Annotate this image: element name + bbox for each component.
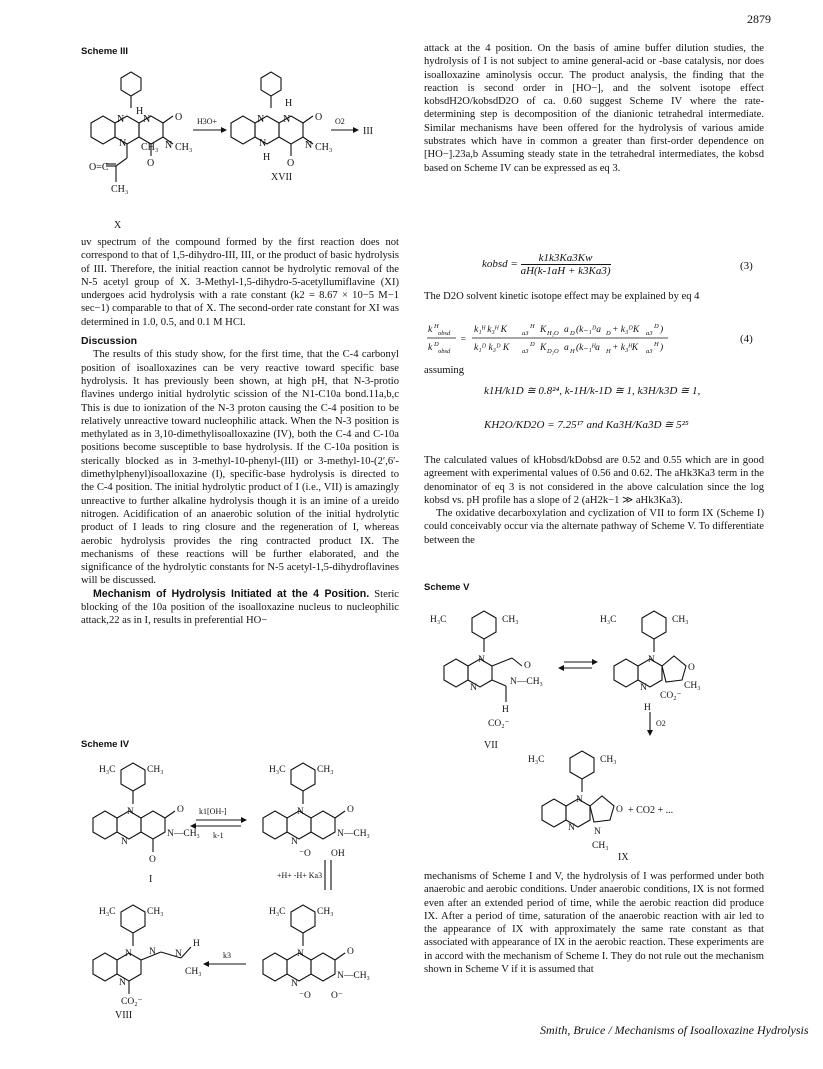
svg-text:D: D bbox=[606, 330, 611, 337]
svg-text:N: N bbox=[291, 837, 298, 847]
svg-text:H₃C: H₃C bbox=[99, 907, 116, 917]
svg-text:CH₃: CH₃ bbox=[592, 841, 609, 851]
svg-text:N: N bbox=[127, 807, 134, 817]
svg-text:k₁ᴰ k₃ᴰ K: k₁ᴰ k₃ᴰ K bbox=[474, 343, 510, 353]
left-column bbox=[81, 236, 399, 628]
svg-text:H₂O: H₂O bbox=[547, 330, 559, 337]
svg-text:K: K bbox=[540, 325, 547, 335]
svg-text:H₃C: H₃C bbox=[528, 755, 545, 765]
svg-text:CH₃: CH₃ bbox=[317, 765, 334, 775]
scheme-iv-equilibrium: +H+ -H+ Ka3 bbox=[277, 871, 323, 880]
svg-text:O: O bbox=[616, 805, 623, 815]
svg-text:O: O bbox=[315, 112, 323, 123]
svg-text:N: N bbox=[143, 114, 151, 125]
svg-text:H: H bbox=[654, 341, 659, 348]
svg-text:a: a bbox=[564, 325, 569, 335]
svg-text:CO₂⁻: CO₂⁻ bbox=[488, 719, 510, 729]
compound-viii-label: VIII bbox=[115, 1010, 133, 1021]
scheme-iii-label: Scheme III bbox=[81, 46, 128, 57]
svg-text:N: N bbox=[259, 138, 267, 149]
right-paragraph-4: The oxidative decarboxylation and cyclization of VII to form IX (Scheme I) could conceivably occur via the alternate pathway of Scheme V. To differentiate between the bbox=[424, 508, 764, 546]
svg-text:D: D bbox=[434, 341, 439, 348]
svg-text:): ) bbox=[660, 343, 664, 353]
eq4-number: (4) bbox=[740, 333, 753, 345]
svg-text:=: = bbox=[460, 335, 467, 345]
svg-text:H₃C: H₃C bbox=[600, 615, 617, 625]
svg-text:H₃C: H₃C bbox=[269, 765, 286, 775]
svg-text:CH₃: CH₃ bbox=[315, 142, 333, 153]
right-paragraph-5: mechanisms of Scheme I and V, the hydrolysis of I was performed under both anaerobic and aerobic conditions. Under anaerobic conditions, IX is not formed even after an extended period of time, while the aerobic reaction did produce IX. After a period of time, saturation of the anaerobic reaction with air led to the appearance of IX with approximately the same rate constant as that associated with appearance of IX in the aerobic reaction. These experiments are in accord with the mechanism of Scheme I. They do not rule out the mechanism shown in Scheme V if it is assumed that bbox=[424, 871, 764, 976]
eq3-lhs: kobsd = bbox=[482, 258, 518, 271]
svg-text:H₃C: H₃C bbox=[99, 765, 116, 775]
compound-i-label: I bbox=[149, 874, 153, 885]
svg-text:a: a bbox=[564, 343, 569, 353]
equation-4 bbox=[424, 318, 764, 360]
svg-text:O=C: O=C bbox=[89, 162, 109, 173]
svg-text:): ) bbox=[660, 325, 664, 335]
scheme-iv-k-back: k-1 bbox=[213, 831, 224, 840]
svg-text:N: N bbox=[297, 949, 304, 959]
svg-text:CH₃: CH₃ bbox=[672, 615, 689, 625]
svg-text:CH₃: CH₃ bbox=[141, 142, 159, 153]
svg-text:H: H bbox=[193, 939, 200, 949]
svg-text:(k₋₁ᴰa: (k₋₁ᴰa bbox=[576, 325, 602, 335]
svg-text:OH: OH bbox=[331, 849, 345, 859]
scheme-v-diagram bbox=[424, 594, 764, 856]
svg-text:O: O bbox=[347, 805, 354, 815]
svg-text:CH₃: CH₃ bbox=[175, 142, 193, 153]
svg-text:H: H bbox=[434, 323, 439, 330]
svg-text:N—CH₃: N—CH₃ bbox=[337, 971, 370, 981]
eq3-number: (3) bbox=[740, 260, 753, 272]
scheme-iii-arrow2-label: O2 bbox=[335, 117, 345, 126]
svg-text:O: O bbox=[287, 158, 295, 169]
svg-text:N: N bbox=[257, 114, 265, 125]
svg-text:O: O bbox=[147, 158, 155, 169]
svg-text:H: H bbox=[644, 703, 651, 713]
svg-text:D: D bbox=[570, 330, 575, 337]
svg-text:N: N bbox=[119, 138, 127, 149]
svg-text:D: D bbox=[530, 341, 535, 348]
left-paragraph-1: uv spectrum of the compound formed by the first reaction does not correspond to that of 1,5-dihydro-III, III, or the product of basic hydrolysis of III. Therefore, the initial reaction cannot be hydrolytic removal of the N-5 acetyl group of X. 3-Methyl-1,5-dihydro-5-acetyllumiflavine (XI) undergoes acid hydrolysis with a rate constant (k2 = 8.67 × 10−5 M−1 sec−1) comparable to that of X. The second-order rate constant for XI was determined in 1.0, 0.5, and 0.1 M HCl. bbox=[81, 237, 399, 328]
svg-text:+ k₃ᴰK: + k₃ᴰK bbox=[612, 325, 640, 335]
scheme-iv-diagram bbox=[81, 752, 399, 1022]
svg-text:O: O bbox=[177, 805, 184, 815]
svg-text:H: H bbox=[502, 705, 509, 715]
svg-text:CH₃: CH₃ bbox=[147, 907, 164, 917]
svg-text:N—CH₃: N—CH₃ bbox=[167, 829, 200, 839]
svg-text:CH₃: CH₃ bbox=[684, 681, 701, 691]
svg-text:⁻O: ⁻O bbox=[299, 849, 311, 859]
discussion-heading: Discussion bbox=[81, 335, 138, 348]
left-paragraph-3 bbox=[81, 588, 399, 628]
right-column bbox=[424, 42, 764, 175]
svg-text:N: N bbox=[297, 807, 304, 817]
svg-text:CO₂⁻: CO₂⁻ bbox=[660, 691, 682, 701]
svg-text:N: N bbox=[121, 837, 128, 847]
svg-text:K: K bbox=[540, 343, 547, 353]
svg-text:N: N bbox=[165, 140, 173, 151]
compound-x-label: X bbox=[114, 220, 122, 231]
svg-text:H: H bbox=[530, 323, 535, 330]
svg-text:k₁ᴴ k₃ᴴ K: k₁ᴴ k₃ᴴ K bbox=[474, 325, 507, 335]
scheme-iv-label: Scheme IV bbox=[81, 739, 130, 750]
scheme-iii-arrow1-label: H3O+ bbox=[197, 117, 218, 126]
svg-text:O: O bbox=[347, 947, 354, 957]
scheme-v-label: Scheme V bbox=[424, 582, 470, 593]
assuming-label: assuming bbox=[424, 365, 465, 376]
svg-text:a3: a3 bbox=[646, 348, 653, 355]
svg-text:CH₃: CH₃ bbox=[317, 907, 334, 917]
svg-text:N: N bbox=[478, 655, 485, 665]
right-paragraph-2: The D2O solvent kinetic isotope effect may be explained by eq 4 bbox=[424, 291, 700, 302]
mechanism-heading: Mechanism of Hydrolysis Initiated at the 4 Position. bbox=[93, 587, 370, 600]
svg-text:N: N bbox=[125, 949, 132, 959]
eq3-numerator: k1k3Ka3Kw bbox=[521, 252, 611, 265]
scheme-iv-k-forward: k1[OH-] bbox=[199, 807, 227, 816]
equation-3 bbox=[482, 252, 611, 277]
svg-text:D₂O: D₂O bbox=[547, 348, 559, 355]
svg-text:O: O bbox=[149, 855, 156, 865]
svg-text:N: N bbox=[568, 823, 575, 833]
svg-text:k: k bbox=[428, 325, 433, 335]
svg-text:N: N bbox=[117, 114, 125, 125]
svg-text:N: N bbox=[119, 978, 126, 988]
svg-text:a3: a3 bbox=[646, 330, 653, 337]
eq3-denominator: aH(k-1aH + k3Ka3) bbox=[520, 265, 611, 277]
assumption-1: k1H/k1D ≅ 0.8²⁴, k-1H/k-1D ≅ 1, k3H/k3D ≅ 1, bbox=[484, 385, 701, 397]
svg-text:N: N bbox=[470, 683, 477, 693]
svg-text:N: N bbox=[594, 827, 601, 837]
svg-text:CH₃: CH₃ bbox=[111, 184, 129, 195]
svg-text:H: H bbox=[263, 152, 271, 163]
svg-text:N: N bbox=[283, 114, 291, 125]
scheme-iv-k3: k3 bbox=[223, 951, 231, 960]
right-paragraph-1: attack at the 4 position. On the basis of amine buffer dilution studies, the hydrolysis of I is not subject to amine general-acid or -base catalysis, nor does isoalloxazine aminolysis occur. The product analysis, the finding that the reaction is second order in [HO−], and the solvent isotope effect kobsdH2O/kobsdD2O of ca. 0.60 suggest Scheme IV where the rate-determining step is decomposition of the dianionic tetrahedral intermediate. Similar mechanisms have been offered for the hydrolysis of various amide substrates which have in common a greater than first-order dependence on [HO−].23a,b Assuming steady state in the tetrahedral intermediates, the kobsd based on Scheme IV can be expressed as eq 3. bbox=[424, 43, 764, 174]
right-paragraph-3: The calculated values of kHobsd/kDobsd are 0.52 and 0.55 which are in good agreement with experimental values of 0.56 and 0.62. The aHk3Ka3 term in the denominator of eq 3 is not considered in the above calculation since the log kobsd vs. pH profile has a slope of 2 (aH2k−1 ≫ aHk3Ka3). bbox=[424, 455, 764, 506]
svg-text:N: N bbox=[648, 655, 655, 665]
svg-text:k: k bbox=[428, 343, 433, 353]
svg-text:H: H bbox=[570, 348, 575, 355]
svg-text:H₃C: H₃C bbox=[430, 615, 447, 625]
svg-text:N: N bbox=[640, 683, 647, 693]
svg-text:+ k₃ᴴK: + k₃ᴴK bbox=[612, 343, 639, 353]
svg-text:N: N bbox=[576, 795, 583, 805]
svg-text:a3: a3 bbox=[522, 330, 529, 337]
left-paragraph-3-text: Steric blocking of the 10a position of the isoalloxazine nucleus to nucleophilic attack,22 as in I, results in preferential HO− bbox=[81, 588, 399, 627]
svg-text:⁻O: ⁻O bbox=[299, 991, 311, 1001]
svg-text:N—CH₃: N—CH₃ bbox=[337, 829, 370, 839]
assumption-2: KH2O/KD2O = 7.25¹⁷ and Ka3H/Ka3D ≅ 5²⁵ bbox=[484, 419, 689, 431]
svg-text:CH₃: CH₃ bbox=[600, 755, 617, 765]
svg-text:CH₃: CH₃ bbox=[502, 615, 519, 625]
left-paragraph-2: The results of this study show, for the first time, that the C-4 carbonyl position of isoalloxazines can be very reactive toward specific base hydrolysis. It has previously been shown, at high pH, that N-3-protio flavines undergo initial hydrolytic scission of the N1-C10a bond.11a,b,c This is due to ionization of the N-3 proton causing the C-4 position to be relatively unreactive toward nucleophilic attack. When the N-3 position is methylated as in 3,10-dimethylisoalloxazine (IV), both the C-4 and C-10a positions become susceptible to base hydrolysis. If the C-10a position is sterically blocked as in 3-methyl-10-phenyl-(III) or 3-methyl-10-(2′,6′-dimethylphenyl)isoalloxazine (I), specific-base hydrolysis is directed to the C-4 position. The initial hydrolytic product of I (i.e., VII) is amazingly unreactive to further alkaline hydrolysis though it is an imine of a ureido nitrogen. Acidification of an anaerobic solution of the initial hydrolytic product of I leads to ring closure and the regeneration of I, whereas aerobic hydrolysis provides the ring contracted product IX. The mechanisms of these reactions will be further elaborated, and the significance of the hydrolytic constants for N-5 acetyl-1,5-dihydroflavines will be discussed. bbox=[81, 349, 399, 587]
svg-text:D: D bbox=[654, 323, 659, 330]
compound-vii-label: VII bbox=[484, 740, 498, 751]
svg-text:O: O bbox=[688, 663, 695, 673]
svg-text:O: O bbox=[524, 661, 531, 671]
scheme-iii-product: III bbox=[363, 126, 373, 137]
svg-text:N: N bbox=[149, 947, 156, 957]
page-number: 2879 bbox=[747, 12, 771, 26]
svg-text:H: H bbox=[606, 348, 611, 355]
svg-text:obsd: obsd bbox=[438, 348, 451, 355]
svg-text:N: N bbox=[175, 949, 182, 959]
scheme-v-products: + CO2 + ... bbox=[628, 805, 674, 816]
svg-text:O: O bbox=[175, 112, 183, 123]
svg-text:O⁻: O⁻ bbox=[331, 991, 343, 1001]
svg-text:N: N bbox=[291, 979, 298, 989]
svg-text:obsd: obsd bbox=[438, 330, 451, 337]
svg-text:CH₃: CH₃ bbox=[185, 967, 202, 977]
svg-text:(k₋₁ᴴa: (k₋₁ᴴa bbox=[576, 343, 600, 353]
compound-xvii-label: XVII bbox=[271, 172, 293, 183]
running-footer: Smith, Bruice / Mechanisms of Isoalloxazine Hydrolysis bbox=[540, 1023, 809, 1037]
svg-text:H: H bbox=[136, 106, 144, 117]
svg-text:a3: a3 bbox=[522, 348, 529, 355]
svg-text:H₃C: H₃C bbox=[269, 907, 286, 917]
svg-text:H: H bbox=[285, 98, 293, 109]
scheme-v-arrow-o2: O2 bbox=[656, 719, 666, 728]
svg-text:CO₂⁻: CO₂⁻ bbox=[121, 997, 143, 1007]
svg-text:N—CH₃: N—CH₃ bbox=[510, 677, 543, 687]
svg-text:CH₃: CH₃ bbox=[147, 765, 164, 775]
compound-ix-label: IX bbox=[618, 852, 629, 863]
svg-text:N: N bbox=[305, 140, 313, 151]
scheme-iii-diagram bbox=[81, 58, 399, 234]
